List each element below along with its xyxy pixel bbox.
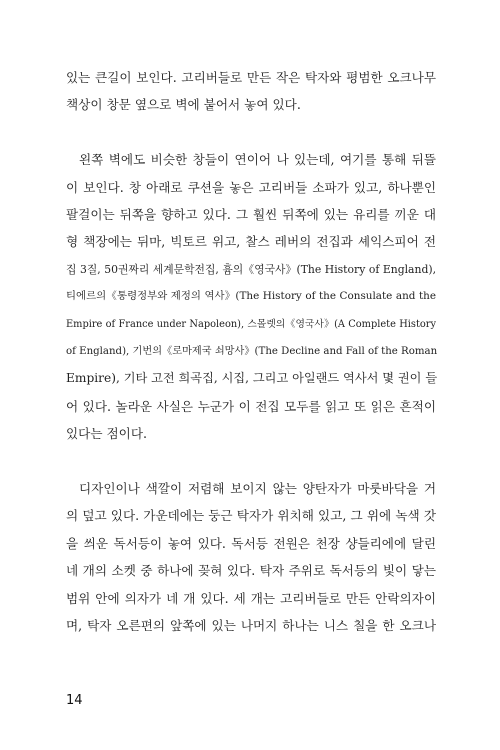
page-number: 14: [66, 693, 83, 708]
text-line: 이 보인다. 창 아래로 쿠션을 놓은 고리버들 소파가 있고, 하나뿐인: [66, 179, 436, 195]
text-line: 의 덮고 있다. 가운데에는 둥근 탁자가 위치해 있고, 그 위에 녹색 갓: [66, 508, 436, 524]
text-line: 형 책장에는 뒤마, 빅토르 위고, 찰스 레버의 전집과 셰익스피어 전: [66, 234, 436, 250]
text-line: 집 3질, 50권짜리 세계문학전집, 흄의《영국사》(The History of England),: [66, 262, 436, 276]
text-line: 범위 안에 의자가 네 개 있다. 세 개는 고리버들로 만든 안락의자이: [66, 590, 436, 606]
text-line: Empire of France under Napoleon), 스몰렛의《영국사》(A Complete History: [66, 318, 436, 330]
text-line: 있는 큰길이 보인다. 고리버들로 만든 작은 탁자와 평범한 오크나무: [66, 70, 436, 85]
text-line: 티에르의《통령정부와 제정의 역사》(The History of the Consulate and the: [66, 290, 436, 303]
text-line: of England), 기번의《로마제국 쇠망사》(The Decline and Fall of the Roman: [66, 346, 438, 358]
text-line: Empire), 기타 고전 희곡집, 시집, 그리고 아일랜드 역사서 몇 권이 들: [66, 371, 438, 386]
page-body: [66, 64, 436, 667]
text-line: 어 있다. 놀라운 사실은 누군가 이 전집 모두를 읽고 또 읽은 흔적이: [66, 398, 436, 414]
paragraph-1: [66, 64, 436, 119]
paragraph-3: [66, 475, 436, 639]
text-line: 네 개의 소켓 중 하나에 꽂혀 있다. 탁자 주위로 독서등의 빛이 닿는: [66, 563, 436, 579]
text-line: 팔걸이는 뒤쪽을 향하고 있다. 그 훨씬 뒤쪽에 있는 유리를 끼운 대: [66, 207, 436, 223]
text-line: 며, 탁자 오른편의 앞쪽에 있는 나머지 하나는 니스 칠을 한 오크나: [66, 618, 436, 634]
text-line: 있다는 점이다.: [66, 426, 147, 442]
paragraph-2: [66, 146, 436, 447]
text-line: 왼쪽 벽에도 비슷한 창들이 연이어 나 있는데, 여기를 통해 뒤뜰: [79, 152, 436, 168]
text-line: 디자인이나 색깔이 저렴해 보이지 않는 양탄자가 마룻바닥을 거: [79, 481, 436, 497]
text-line: 책상이 창문 옆으로 벽에 붙어서 놓여 있다.: [66, 97, 301, 113]
text-line: 을 씌운 독서등이 놓여 있다. 독서등 전원은 천장 샹들리에에 달린: [66, 535, 436, 551]
